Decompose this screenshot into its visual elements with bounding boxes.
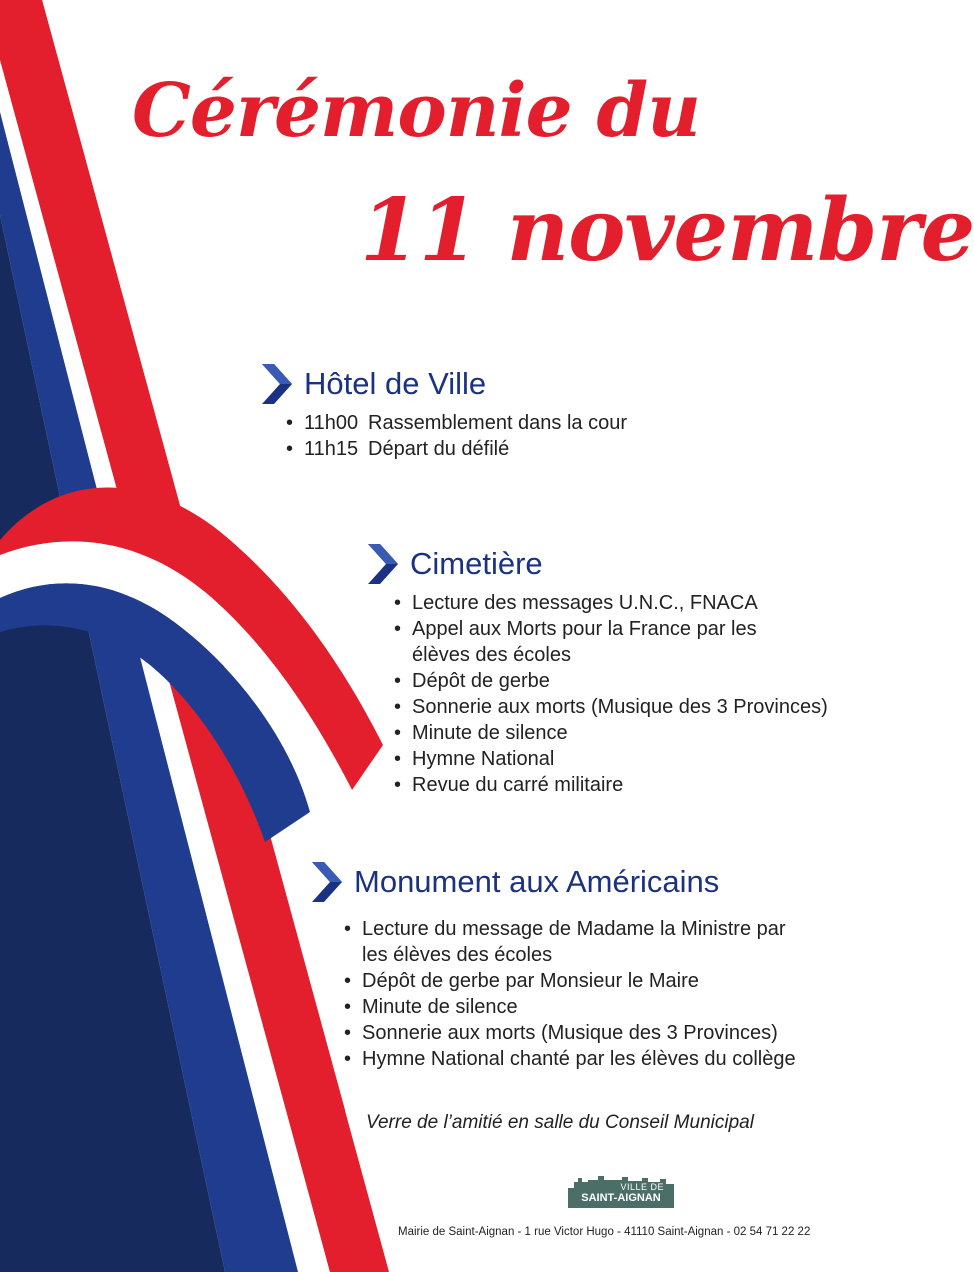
item-text-continued: élèves des écoles xyxy=(412,644,571,666)
item-text: Lecture du message de Madame la Ministre par xyxy=(362,918,786,940)
list-item xyxy=(340,968,796,994)
section-title: Monument aux Américains xyxy=(354,864,720,899)
logo-text-line-2: SAINT-AIGNAN xyxy=(581,1192,661,1204)
list-item xyxy=(390,746,828,772)
item-text: Sonnerie aux morts (Musique des 3 Provinces) xyxy=(362,1022,778,1044)
item-text: Revue du carré militaire xyxy=(412,774,624,796)
item-text: Dépôt de gerbe xyxy=(412,670,550,692)
title-line-2: 11 novembre xyxy=(360,180,974,281)
section-hotel-de-ville xyxy=(260,362,627,462)
footer-address: Mairie de Saint-Aignan - 1 rue Victor Hugo - 41110 Saint-Aignan - 02 54 71 22 22 xyxy=(398,1226,811,1238)
list-item xyxy=(390,668,828,694)
schedule-list xyxy=(282,410,627,462)
list-item xyxy=(340,1020,796,1046)
item-text: Dépôt de gerbe par Monsieur le Maire xyxy=(362,970,699,992)
logo-text-line-1: VILLE DE xyxy=(620,1182,664,1192)
list-item xyxy=(390,772,828,798)
item-text: Hymne National xyxy=(412,748,555,770)
list-item xyxy=(282,436,627,462)
saint-aignan-logo xyxy=(568,1174,674,1208)
item-text: Appel aux Morts pour la France par les xyxy=(412,618,757,640)
list-item xyxy=(340,1046,796,1072)
section-header xyxy=(310,860,796,904)
section-header xyxy=(366,542,828,586)
item-text: Minute de silence xyxy=(412,722,568,744)
schedule-list xyxy=(390,590,828,798)
list-item xyxy=(340,916,796,968)
list-item xyxy=(390,720,828,746)
item-text: Minute de silence xyxy=(362,996,518,1018)
section-cimetiere xyxy=(366,542,828,798)
section-title: Hôtel de Ville xyxy=(304,366,487,401)
section-header xyxy=(260,362,627,406)
title-line-1: Cérémonie du xyxy=(132,68,701,154)
section-title: Cimetière xyxy=(410,546,543,581)
item-text: Lecture des messages U.N.C., FNACA xyxy=(412,592,758,614)
item-text: Hymne National chanté par les élèves du collège xyxy=(362,1048,796,1070)
list-item xyxy=(340,994,796,1020)
item-text-continued: les élèves des écoles xyxy=(362,944,553,966)
list-item xyxy=(390,694,828,720)
chevron-right-icon xyxy=(366,542,400,586)
chevron-right-icon xyxy=(260,362,294,406)
item-text: Rassemblement dans la cour xyxy=(368,412,628,434)
list-item xyxy=(282,410,627,436)
section-monument-aux-americains xyxy=(310,860,796,1072)
list-item xyxy=(390,590,828,616)
item-time: 11h00 xyxy=(304,412,359,434)
schedule-list xyxy=(340,916,796,1072)
item-text: Départ du défilé xyxy=(368,438,510,460)
item-time: 11h15 xyxy=(304,438,359,460)
list-item xyxy=(390,616,828,668)
item-text: Sonnerie aux morts (Musique des 3 Provinces) xyxy=(412,696,828,718)
closing-note: Verre de l’amitié en salle du Conseil Municipal xyxy=(366,1112,754,1133)
chevron-right-icon xyxy=(310,860,344,904)
